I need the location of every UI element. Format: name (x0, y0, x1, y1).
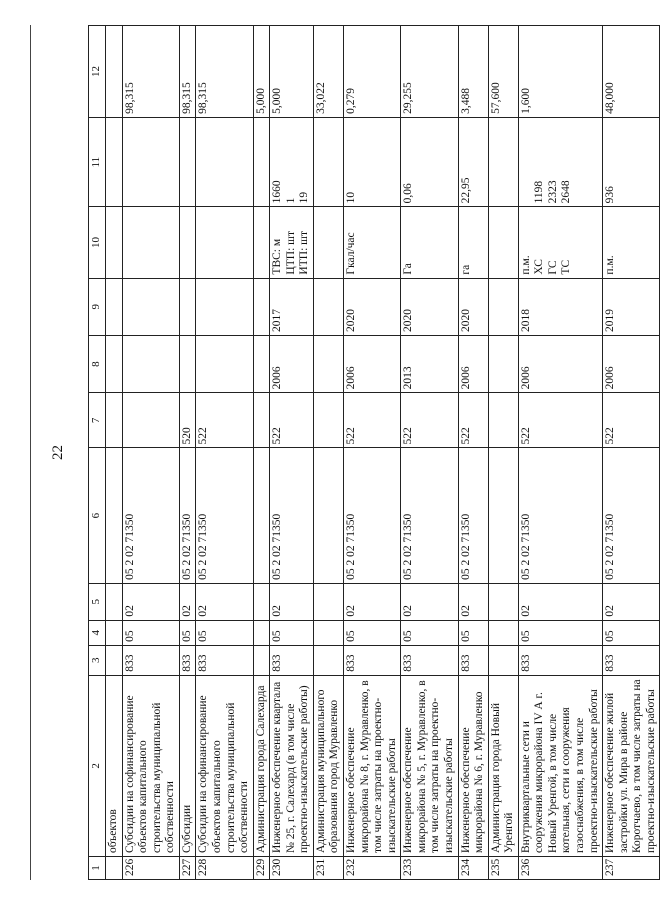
end-year-cell (196, 278, 253, 335)
expense-type-cell: 522 (270, 393, 314, 448)
item-name-cell: Администрация муниципального образования город Муравленко (313, 675, 343, 856)
target-article-cell: 05 2 02 71350 (401, 448, 458, 583)
target-article-cell (488, 448, 518, 583)
header-row (89, 26, 106, 880)
end-year-cell: 2018 (518, 278, 602, 335)
column-header: 2 (89, 675, 106, 856)
capacity-unit-cell (253, 207, 270, 278)
capacity-value-cell (179, 117, 196, 207)
amount-cell: 48,000 (603, 26, 660, 118)
end-year-cell: 2020 (344, 278, 401, 335)
section-code-cell: 05 (458, 620, 488, 645)
subsection-code-cell: 02 (270, 583, 314, 620)
target-article-cell: 05 2 02 71350 (518, 448, 602, 583)
item-name-cell: Инженерное обеспечение жилой застройки ул. Мира в районе Коротчаево, в том числе затраты на проектно-изыскательские работы (603, 675, 660, 856)
section-code-cell (313, 620, 343, 645)
subsection-code-cell: 02 (518, 583, 602, 620)
amount-cell: 3,488 (458, 26, 488, 118)
row-number-cell: 236 (518, 857, 602, 880)
subsection-code-cell: 02 (401, 583, 458, 620)
start-year-cell: 2013 (401, 335, 458, 392)
capacity-unit-cell (179, 207, 196, 278)
end-year-cell: 2019 (603, 278, 660, 335)
column-header: 12 (89, 26, 106, 118)
capacity-value-cell: 0,06 (401, 117, 458, 207)
expense-type-cell: 522 (344, 393, 401, 448)
end-year-cell: 2020 (401, 278, 458, 335)
capacity-unit-cell: п.м. ХС ГС ТС (518, 207, 602, 278)
capacity-value-cell (488, 117, 518, 207)
expense-type-cell: 522 (603, 393, 660, 448)
end-year-cell (122, 278, 179, 335)
gov-code-cell: 833 (196, 645, 253, 675)
subsection-code-cell: 02 (179, 583, 196, 620)
gov-code-cell: 833 (401, 645, 458, 675)
capacity-value-cell (313, 117, 343, 207)
subsection-code-cell (106, 583, 123, 620)
section-code-cell: 05 (122, 620, 179, 645)
row-number-cell: 234 (458, 857, 488, 880)
amount-cell: 33,022 (313, 26, 343, 118)
target-article-cell (106, 448, 123, 583)
section-code-cell: 05 (270, 620, 314, 645)
column-header: 10 (89, 207, 106, 278)
subsection-code-cell (253, 583, 270, 620)
item-name-cell: Администрация города Салехарда (253, 675, 270, 856)
item-name-cell: Инженерное обеспечение микрорайона № 8, г. Муравленко, в том числе затраты на проектно-изыскательские работы (344, 675, 401, 856)
capacity-unit-cell: ТВС: м ЦТП: шт ИТП: шт (270, 207, 314, 278)
amount-cell: 1,600 (518, 26, 602, 118)
section-code-cell: 05 (401, 620, 458, 645)
section-code-cell: 05 (196, 620, 253, 645)
start-year-cell (179, 335, 196, 392)
item-name-cell: Инженерное обеспечение микрорайона № 5, г. Муравленко, в том числе затраты на проектно-изыскательские работы (401, 675, 458, 856)
table-row (253, 26, 270, 880)
end-year-cell (313, 278, 343, 335)
row-number-cell: 227 (179, 857, 196, 880)
top-divider (30, 25, 31, 880)
capacity-value-cell (106, 117, 123, 207)
gov-code-cell: 833 (179, 645, 196, 675)
expense-type-cell: 522 (196, 393, 253, 448)
column-header: 5 (89, 583, 106, 620)
section-code-cell (253, 620, 270, 645)
subsection-code-cell: 02 (458, 583, 488, 620)
table-body (106, 26, 660, 880)
table-row (106, 26, 123, 880)
target-article-cell: 05 2 02 71350 (122, 448, 179, 583)
gov-code-cell: 833 (270, 645, 314, 675)
column-header: 6 (89, 448, 106, 583)
gov-code-cell (253, 645, 270, 675)
expense-type-cell: 522 (401, 393, 458, 448)
capacity-value-cell (122, 117, 179, 207)
start-year-cell (122, 335, 179, 392)
capacity-value-cell: 22,95 (458, 117, 488, 207)
column-header: 7 (89, 393, 106, 448)
capacity-value-cell (253, 117, 270, 207)
section-code-cell: 05 (518, 620, 602, 645)
item-name-cell: Субсидии (179, 675, 196, 856)
gov-code-cell: 833 (603, 645, 660, 675)
target-article-cell: 05 2 02 71350 (196, 448, 253, 583)
capacity-value-cell: 1660 1 19 (270, 117, 314, 207)
start-year-cell (313, 335, 343, 392)
target-article-cell: 05 2 02 71350 (344, 448, 401, 583)
end-year-cell (179, 278, 196, 335)
start-year-cell (488, 335, 518, 392)
expense-type-cell (313, 393, 343, 448)
page-number: 22 (50, 445, 66, 460)
row-number-cell: 233 (401, 857, 458, 880)
gov-code-cell (106, 645, 123, 675)
item-name-cell: Инженерное обеспечение микрорайона № 6, г. Муравленко (458, 675, 488, 856)
row-number-cell (106, 857, 123, 880)
item-name-cell: объектов (106, 675, 123, 856)
table-row (270, 26, 314, 880)
row-number-cell: 228 (196, 857, 253, 880)
column-header: 11 (89, 117, 106, 207)
row-number-cell: 237 (603, 857, 660, 880)
item-name-cell: Внутриквартальные сети и сооружения микрорайона IV А г. Новый Уренгой, в том числе котельная, сети и сооружения газоснабжения, в том числе проектно-изыскательские работы (518, 675, 602, 856)
column-header: 4 (89, 620, 106, 645)
section-code-cell (106, 620, 123, 645)
end-year-cell (488, 278, 518, 335)
amount-cell: 5,000 (253, 26, 270, 118)
gov-code-cell: 833 (122, 645, 179, 675)
end-year-cell: 2020 (458, 278, 488, 335)
capacity-value-cell (196, 117, 253, 207)
start-year-cell (106, 335, 123, 392)
item-name-cell: Администрация города Новый Уренгой (488, 675, 518, 856)
capacity-unit-cell: га (458, 207, 488, 278)
capacity-unit-cell (313, 207, 343, 278)
end-year-cell (106, 278, 123, 335)
column-header: 3 (89, 645, 106, 675)
table-row (603, 26, 660, 880)
table-row (518, 26, 602, 880)
capacity-unit-cell: п.м. (603, 207, 660, 278)
amount-cell: 57,600 (488, 26, 518, 118)
section-code-cell: 05 (179, 620, 196, 645)
expense-type-cell: 522 (458, 393, 488, 448)
item-name-cell: Инженерное обеспечение квартала № 25, г. Салехард (в том числе проектно-изыскательские работы) (270, 675, 314, 856)
subsection-code-cell (313, 583, 343, 620)
expense-type-cell (106, 393, 123, 448)
column-header: 8 (89, 335, 106, 392)
start-year-cell: 2006 (603, 335, 660, 392)
table-row (488, 26, 518, 880)
row-number-cell: 226 (122, 857, 179, 880)
capacity-unit-cell (488, 207, 518, 278)
rotated-page (50, 25, 657, 880)
capacity-unit-cell: Гкал/час (344, 207, 401, 278)
subsection-code-cell (488, 583, 518, 620)
row-number-cell: 229 (253, 857, 270, 880)
section-code-cell: 05 (603, 620, 660, 645)
expense-type-cell (488, 393, 518, 448)
target-article-cell: 05 2 02 71350 (603, 448, 660, 583)
gov-code-cell: 833 (344, 645, 401, 675)
table-row (179, 26, 196, 880)
end-year-cell (253, 278, 270, 335)
table-row (458, 26, 488, 880)
gov-code-cell: 833 (518, 645, 602, 675)
capacity-unit-cell (196, 207, 253, 278)
target-article-cell: 05 2 02 71350 (270, 448, 314, 583)
expense-type-cell (253, 393, 270, 448)
amount-cell: 0,279 (344, 26, 401, 118)
budget-table (88, 25, 660, 880)
gov-code-cell (488, 645, 518, 675)
capacity-value-cell: 10 (344, 117, 401, 207)
expense-type-cell (122, 393, 179, 448)
table-row (313, 26, 343, 880)
gov-code-cell: 833 (458, 645, 488, 675)
amount-cell: 98,315 (122, 26, 179, 118)
amount-cell: 98,315 (179, 26, 196, 118)
table-row (122, 26, 179, 880)
target-article-cell (253, 448, 270, 583)
column-header: 1 (89, 857, 106, 880)
section-code-cell (488, 620, 518, 645)
start-year-cell: 2006 (344, 335, 401, 392)
subsection-code-cell: 02 (603, 583, 660, 620)
capacity-unit-cell (106, 207, 123, 278)
row-number-cell: 232 (344, 857, 401, 880)
amount-cell: 5,000 (270, 26, 314, 118)
target-article-cell: 05 2 02 71350 (458, 448, 488, 583)
start-year-cell: 2006 (270, 335, 314, 392)
table-row (344, 26, 401, 880)
row-number-cell: 235 (488, 857, 518, 880)
start-year-cell: 2006 (518, 335, 602, 392)
section-code-cell: 05 (344, 620, 401, 645)
subsection-code-cell: 02 (196, 583, 253, 620)
expense-type-cell: 522 (518, 393, 602, 448)
expense-type-cell: 520 (179, 393, 196, 448)
subsection-code-cell: 02 (122, 583, 179, 620)
item-name-cell: Субсидии на софинансирование объектов капитального строительства муниципальной собственности (196, 675, 253, 856)
table-row (401, 26, 458, 880)
start-year-cell (196, 335, 253, 392)
start-year-cell: 2006 (458, 335, 488, 392)
item-name-cell: Субсидии на софинансирование объектов капитального строительства муниципальной собственности (122, 675, 179, 856)
capacity-unit-cell: Га (401, 207, 458, 278)
row-number-cell: 230 (270, 857, 314, 880)
row-number-cell: 231 (313, 857, 343, 880)
capacity-value-cell: 1198 2323 2648 (518, 117, 602, 207)
amount-cell: 29,255 (401, 26, 458, 118)
target-article-cell (313, 448, 343, 583)
table-row (196, 26, 253, 880)
amount-cell: 98,315 (196, 26, 253, 118)
subsection-code-cell: 02 (344, 583, 401, 620)
amount-cell (106, 26, 123, 118)
target-article-cell: 05 2 02 71350 (179, 448, 196, 583)
column-header: 9 (89, 278, 106, 335)
start-year-cell (253, 335, 270, 392)
gov-code-cell (313, 645, 343, 675)
end-year-cell: 2017 (270, 278, 314, 335)
capacity-unit-cell (122, 207, 179, 278)
capacity-value-cell: 936 (603, 117, 660, 207)
